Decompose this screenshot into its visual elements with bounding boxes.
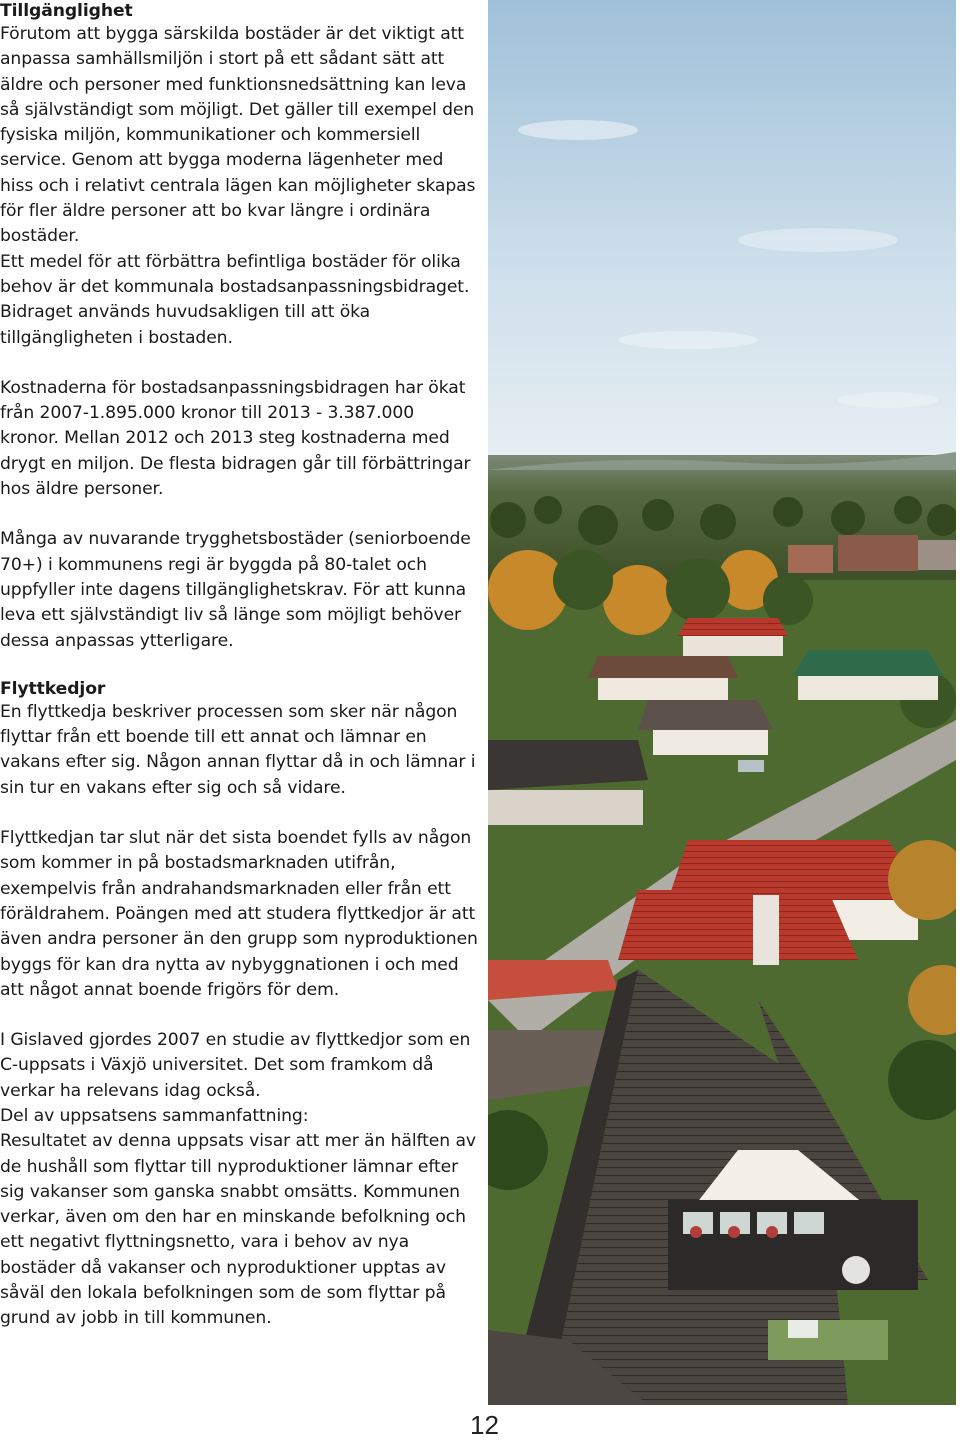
paragraph: Ett medel för att förbättra befintliga bostäder för olika behov är det kommunala bostadsanpassningsbidraget. Bidraget används huvudsakligen till att öka tillgängligheten i bostaden. [0, 251, 470, 348]
photo-illustration [488, 0, 956, 1405]
paragraph: Del av uppsatsens sammanfattning: [0, 1105, 309, 1126]
town-aerial-photo [488, 0, 956, 1405]
paragraph: I Gislaved gjordes 2007 en studie av flyttkedjor som en C-uppsats i Växjö universitet. Det som framkom då verkar ha relevans idag också. [0, 1030, 471, 1101]
paragraph: Resultatet av denna uppsats visar att mer än hälften av de hushåll som flyttar till nyproduktioner lämnar efter sig vakanser som ganska snabbt omsätts. Kommunen verkar, även om den har en minskande befolkning och ett negativt flyttningsnetto, vara i behov av nya bostäder då vakanser och nyproduktioner upptas av såväl den lokala befolkningen som de som flyttar på grund av jobb in till kommunen. [0, 1131, 476, 1329]
paragraph: Kostnaderna för bostadsanpassningsbidragen har ökat från 2007-1.895.000 kronor till 2013 - 3.387.000 kronor. Mellan 2012 och 2013 steg kostnaderna med drygt en miljon. De flesta bidragen går till förbättringar hos äldre personer. [0, 377, 471, 500]
page-number: 12 [470, 1410, 499, 1440]
paragraph: Förutom att bygga särskilda bostäder är det viktigt att anpassa samhällsmiljön i stort på ett sådant sätt att äldre och personer med funktionsnedsättning kan leva så självständigt som möjligt. Det gäller till exempel den fysiska miljön, kommunikationer och kommersiell service. Genom att bygga moderna lägenheter med hiss och i relativt centrala lägen kan möjligheter skapas för fler äldre personer att bo kvar längre i ordinära bostäder. [0, 24, 476, 247]
paragraph: En flyttkedja beskriver processen som sker när någon flyttar från ett boende till ett annat och lämnar en vakans efter sig. Någon annan flyttar då in och lämnar i sin tur en vakans efter sig och så vidare. [0, 701, 476, 798]
text-column [0, 0, 478, 1332]
paragraph: Flyttkedjan tar slut när det sista boendet fylls av någon som kommer in på bostadsmarknaden utifrån, exempelvis från andrahandsmarknaden eller från ett föräldrahem. Poängen med att studera flyttkedjor är att även andra personer än den grupp som nyproduktionen byggs för kan dra nytta av nybyggnationen i och med att något annat boende frigörs för dem. [0, 828, 478, 1000]
heading-tillganglighet: Tillgänglighet [0, 1, 133, 21]
paragraph: Många av nuvarande trygghetsbostäder (seniorboende 70+) i kommunens regi är byggda på 80-talet och uppfyller inte dagens tillgänglighetskrav. För att kunna leva ett självständigt liv så länge som möjligt behöver dessa anpassas ytterligare. [0, 529, 471, 651]
heading-flyttkedjor: Flyttkedjor [0, 678, 106, 699]
